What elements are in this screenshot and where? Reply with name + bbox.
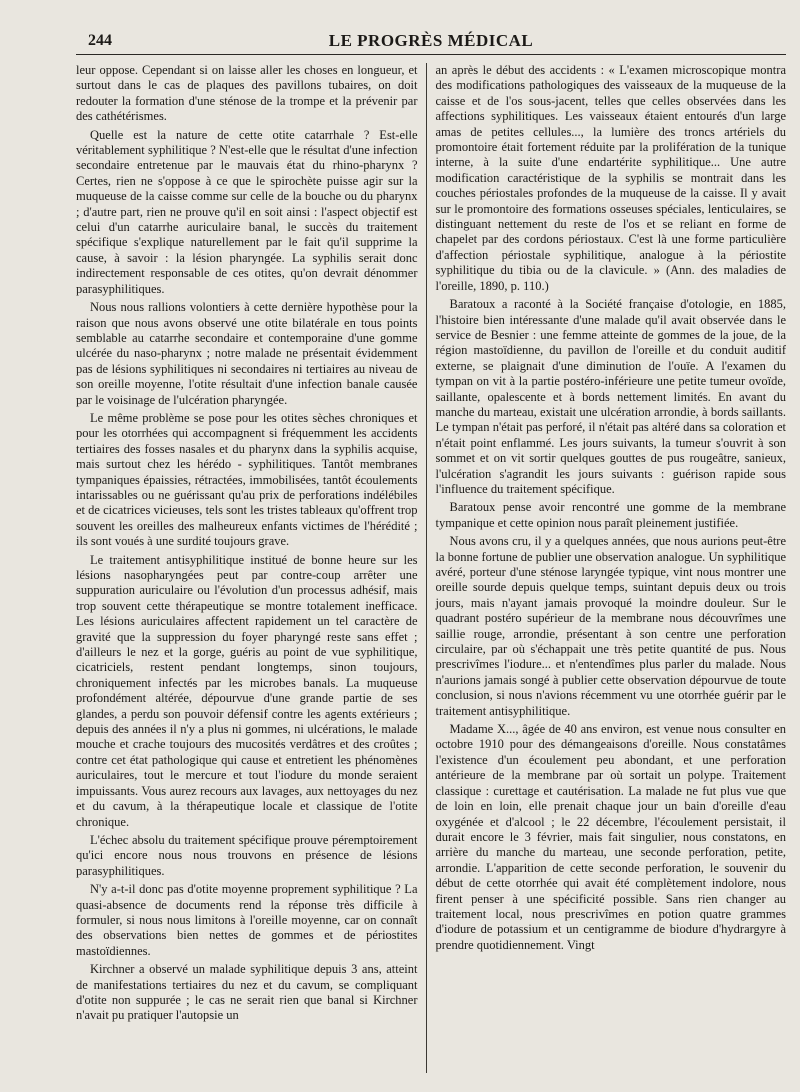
- journal-title: LE PROGRÈS MÉDICAL: [328, 31, 534, 50]
- paragraph: N'y a-t-il donc pas d'otite moyenne proprement syphilitique ? La quasi-absence de documents rend la réponse très difficile à formuler, si nous nous limitons à l'oreille moyenne, car on connaît des observations bien nettes de gommes et de périostites mastoïdiennes.: [76, 882, 418, 958]
- paragraph: Baratoux pense avoir rencontré une gomme de la membrane tympanique et cette opinion nous paraît pleinement justifiée.: [435, 500, 786, 530]
- paragraph: L'échec absolu du traitement spécifique prouve péremptoirement qu'ici encore nous nous trouvons en présence de lésions parasyphilitiques.: [76, 832, 418, 878]
- paragraph: leur oppose. Cependant si on laisse aller les choses en longueur, et surtout dans le cas de plaques des pavillons tubaires, on doit redouter la formation d'une sténose de la trompe et la prévenir par des cathétérismes.: [76, 63, 418, 124]
- page-header: [76, 28, 786, 55]
- paragraph: Quelle est la nature de cette otite catarrhale ? Est-elle véritablement syphilitique ? N'est-elle que le résultat d'une infection secondaire entretenue par le mauvais état du rhino-pharynx ? Certes, rien ne s'oppose à ce que le spirochète puisse agir sur la muqueuse de la caisse comme sur celle de la bouche ou du pharynx ; d'autre part, rien ne prouve qu'il en soit ainsi : l'aspect objectif est celui d'un catarrhe auriculaire banal, le succès du traitement spécifique s'explique naturellement par le fait qu'il supprime la cause, à savoir : la lésion pharyngée. La syphilis serait donc indirectement responsable de ces otites, qu'on devrait dénommer parasyphilitiques.: [76, 127, 418, 296]
- paragraph: Madame X..., âgée de 40 ans environ, est venue nous consulter en octobre 1910 pour des démangeaisons d'oreille. Nous constatâmes l'existence d'un écoulement peu abondant, et une perforation antérieure de la membrane par où sortait un polype. Traitement classique : curettage et cautérisation. La malade ne fut plus vue que de loin en loin, elle prenait chaque jour un bain d'oreille d'eau oxygénée et d'alcool ; le 22 décembre, l'écoulement persistait, il durait encore le 3 février, mais fait singulier, nous constatons, en arrière du manche du marteau, une seconde perforation, petite, arrondie. L'apparition de cette seconde perforation, le souvenir du début de cette otorrhée qui avait été complètement indolore, nous firent penser à une spécificité possible. Sans rien changer au traitement local, nous prescrivîmes en potion quatre grammes d'iodure de potassium et un centigramme de biodure d'hydrargyre à prendre quotidiennement. Vingt: [435, 722, 786, 952]
- left-column: [76, 63, 426, 1083]
- paragraph: Nous avons cru, il y a quelques années, que nous aurions peut-être la bonne fortune de publier une observation analogue. Un syphilitique avéré, porteur d'une sténose laryngée typique, vint nous montrer une oreille sourde depuis quelque temps, suintant depuis deux ou trois jours, mais n'ayant jamais provoqué la moindre douleur. Sur le quadrant postéro supérieur de la membrane nous découvrîmes une saillie rouge, arrondie, présentant à son centre une perforation circulaire, par où s'échappait une très petite quantité de pus. Nous prescrivîmes l'iodure... et n'entendîmes plus parler du malade. Nous n'aurions jamais songé à publier cette observation dépourvue de toute conclusion, si nous n'avions récemment vu une otorrhée guérir par le traitement antisyphilitique.: [435, 534, 786, 718]
- text-columns: [76, 63, 786, 1083]
- paragraph: Le traitement antisyphilitique institué de bonne heure sur les lésions nasopharyngées peut par contre-coup arrêter une suppuration auriculaire ou l'évolution d'un processus adhésif, mais trop souvent cette thérapeutique se montre totalement inefficace. Les lésions auriculaires affectent rapidement un tel caractère de gravité que la suppression du foyer pharyngé reste sans effet ; d'ailleurs le nez et la gorge, guéris au point de vue syphilitique, cicatriciels, restent pendant longtemps, sinon toujours, chroniquement infectés par les microbes banals. La muqueuse profondément altérée, dépourvue d'une grande partie de ses glandes, a perdu son pouvoir défensif contre les agents extérieurs ; depuis des années il n'y a plus ni gommes, ni ulcérations, le malade mouche et crache toujours des mucosités verdâtres et des croûtes ; contre cet état pathologique qui cause et entretient les phénomènes auriculaires, tout le mercure et tout l'iodure du monde seraient impuissants. Vous aurez recours aux lavages, aux nettoyages du nez et du cavum, à la thérapeutique locale et classique de l'otite chronique.: [76, 552, 418, 829]
- page-number: 244: [88, 32, 112, 49]
- paragraph: Nous nous rallions volontiers à cette dernière hypothèse pour la raison que nous avons observé une otite bilatérale en tous points semblable au catarrhe secondaire et contemporaine d'une gomme ulcérée du naso-pharynx ; notre malade ne présentait évidemment pas de lésions syphilitiques ni secondaires ni tertiaires au niveau de son oreille moyenne, l'otite résultait d'une infection banale causée par le voisinage de l'ulcération pharyngée.: [76, 300, 418, 407]
- paragraph: Baratoux a raconté à la Société française d'otologie, en 1885, l'histoire bien intéressante d'une malade qu'il avait observée dans le service de Besnier : une femme atteinte de gommes de la joue, de la région mastoïdienne, du pavillon de l'oreille et du conduit auditif externe, se plaignait d'une diminution de l'ouïe. A l'examen du tympan on vit à la partie postéro-inférieure une petite tumeur ovoïde, saillante, opalescente et à bords nettement limités. En avant du manche du marteau, existait une ulcération arrondie, à bords saillants. Le tympan n'était pas perforé, il n'était pas altéré dans sa coloration et n'était point enflammé. Les jours suivants, la tumeur s'ouvrit à son sommet et on vit sortir quelques gouttes de pus rougeâtre, sanieux, l'ulcération s'agrandit les jours suivants : guérison rapide sous l'influence du traitement spécifique.: [435, 297, 786, 496]
- paragraph: Kirchner a observé un malade syphilitique depuis 3 ans, atteint de manifestations tertiaires du nez et du cavum, se compliquant d'otite non suppurée ; le cas ne serait rien que banal si Kirchner n'avait pu pratiquer l'autopsie un: [76, 962, 418, 1023]
- right-column: [427, 63, 787, 1083]
- paragraph: Le même problème se pose pour les otites sèches chroniques et pour les otorrhées qui accompagnent si fréquemment les accidents tertiaires des fosses nasales et du pharynx dans la syphilis acquise, mais surtout chez les hérédo - syphilitiques. Tantôt membranes tympaniques épaissies, rétractées, immobilisées, tantôt écoulements intarissables ou ne guérissant qu'au prix de perforations indélébiles et de cicatrices vicieuses, tels sont les tristes tableaux qu'offrent trop souvent les oreilles des malheureux enfants victimes de l'hérédité ; ils sont voués à une surdité toujours grave.: [76, 410, 418, 549]
- paragraph: an après le début des accidents : « L'examen microscopique montra des modifications pathologiques des vaisseaux de la muqueuse de la caisse et de l'os sous-jacent, telles que celles observées dans les affections syphilitiques. Les vaisseaux étaient entourés d'un large amas de petites cellules..., la lumière des troncs artériels du promontoire était fortement réduite par la prolifération de la tunique interne, à la suite d'une endartérite syphilitique... Une autre modification caractéristique de la syphilis se montrait dans les couches périostales profondes de la muqueuse de la caisse. Il y avait sur le promontoire des formations osseuses spéciales, lenticulaires, se distinguant nettement du reste de l'os et se reliant en forme de chapelet par des cordons périostaux. C'est là une forme particulière d'affection périostale syphilitique, analogue à la périostite syphilitique du tibia ou de la clavicule. » (Ann. des maladies de l'oreille, 1890, p. 110.): [435, 63, 786, 293]
